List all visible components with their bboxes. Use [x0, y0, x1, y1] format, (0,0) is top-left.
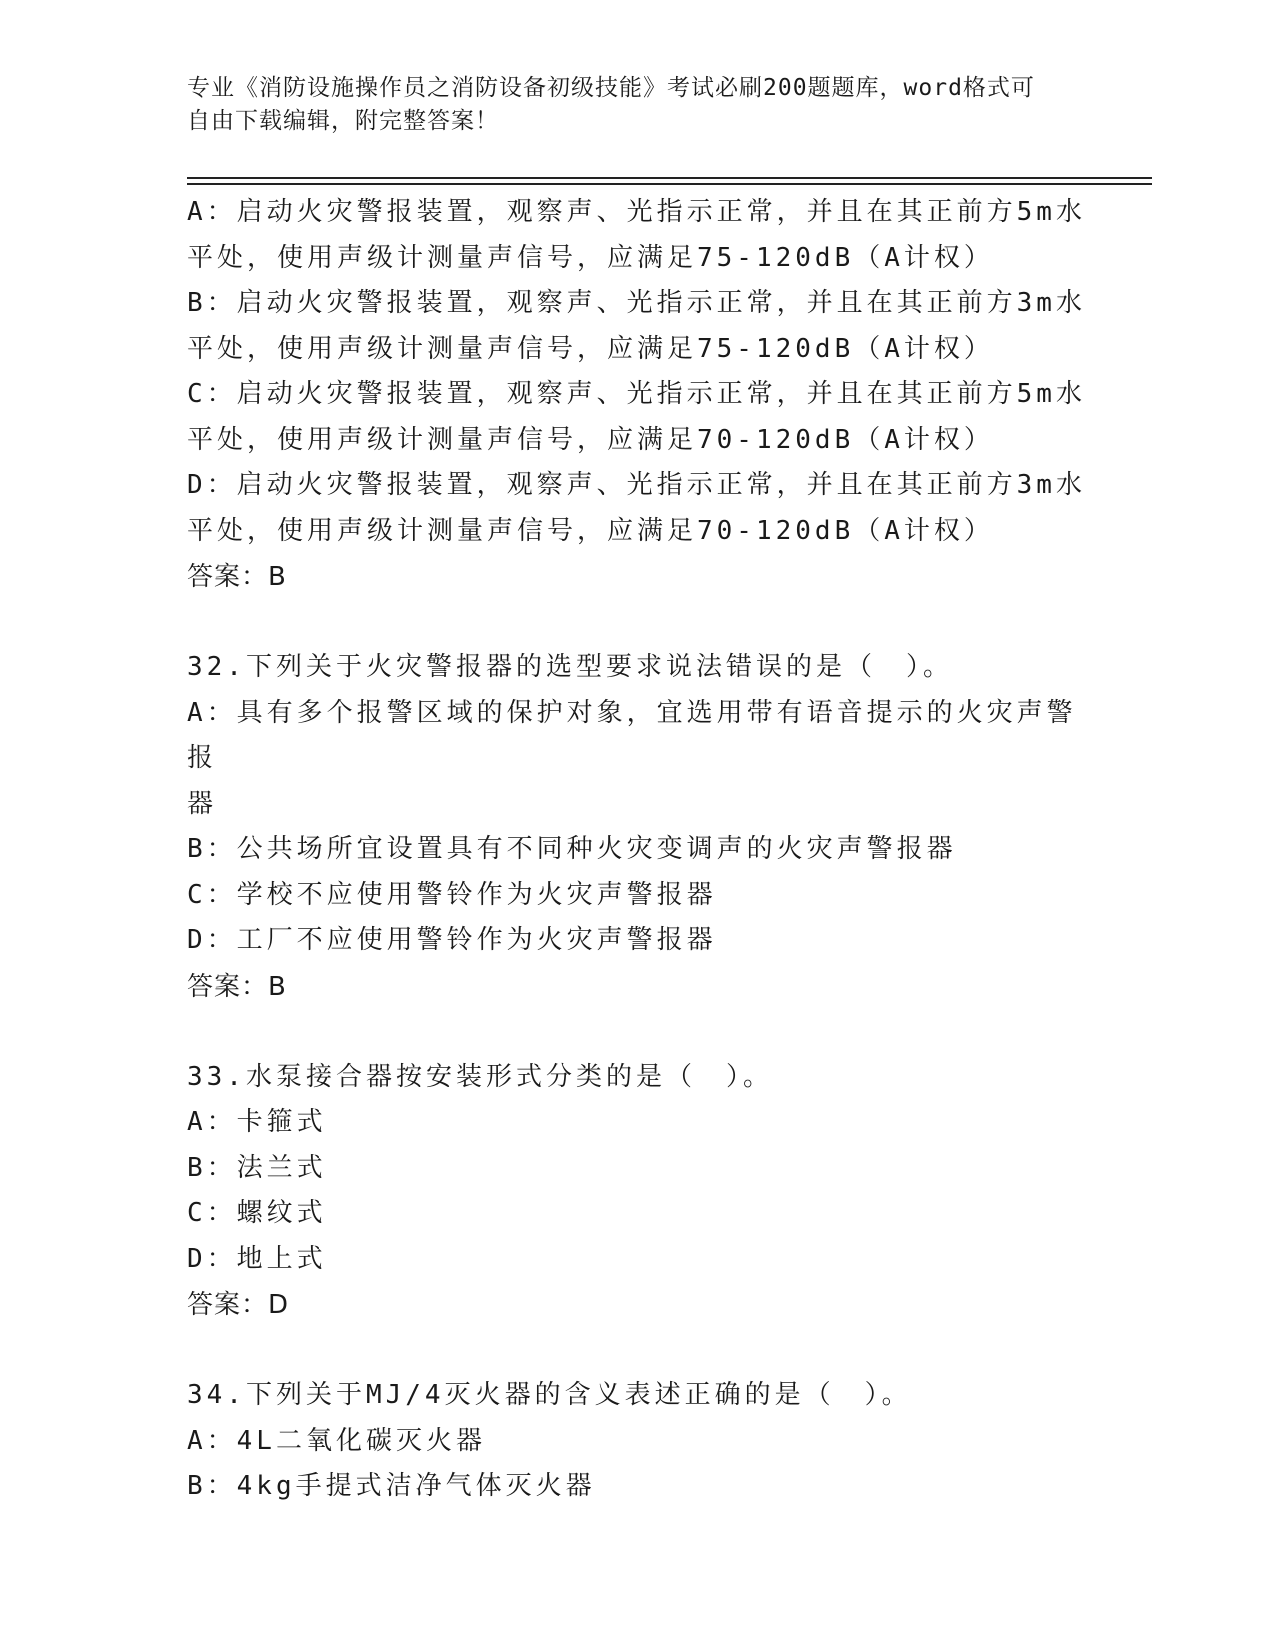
spacer [187, 1010, 1087, 1055]
header-line-1: 专业《消防设施操作员之消防设备初级技能》考试必刷200题题库，word格式可 [187, 75, 1035, 101]
q32-option-a-line2: 器 [187, 788, 218, 819]
q32-answer: 答案：B [187, 971, 287, 1002]
question-list [187, 190, 1087, 1510]
q34-option-a: A：4L二氧化碳灭火器 [187, 1425, 486, 1456]
q32-option-d: D：工厂不应使用警铃作为火灾声警报器 [187, 925, 717, 955]
q31-option-a-line1: A：启动火灾警报装置，观察声、光指示正常，并且在其正前方5m水 [187, 197, 1086, 227]
document-header [187, 72, 1067, 138]
q31-option-a-line2: 平处，使用声级计测量声信号，应满足75-120dB（A计权） [187, 242, 994, 273]
q33-option-b: B：法兰式 [187, 1152, 327, 1183]
q33-option-a: A：卡箍式 [187, 1107, 327, 1137]
q32-option-b: B：公共场所宜设置具有不同种火灾变调声的火灾声警报器 [187, 834, 957, 864]
q33-answer: 答案：D [187, 1290, 290, 1320]
question-32-block [187, 645, 1087, 1010]
q31-answer: 答案：B [187, 562, 287, 592]
q33-option-c: C：螺纹式 [187, 1198, 327, 1228]
q31-option-d-line2: 平处，使用声级计测量声信号，应满足70-120dB（A计权） [187, 515, 994, 546]
spacer [187, 1328, 1087, 1373]
question-31-block [187, 190, 1087, 600]
question-34-block [187, 1373, 1087, 1510]
question-33-block [187, 1055, 1087, 1329]
q31-option-b-line1: B：启动火灾警报装置，观察声、光指示正常，并且在其正前方3m水 [187, 288, 1086, 318]
header-rule-bottom [187, 183, 1152, 185]
q31-option-c-line2: 平处，使用声级计测量声信号，应满足70-120dB（A计权） [187, 424, 994, 455]
q32-question: 32.下列关于火灾警报器的选型要求说法错误的是（ ）。 [187, 652, 953, 682]
q33-option-d: D：地上式 [187, 1243, 327, 1274]
q34-question: 34.下列关于MJ/4灭火器的含义表述正确的是（ ）。 [187, 1380, 912, 1410]
spacer [187, 600, 1087, 645]
header-line-2: 自由下载编辑，附完整答案！ [187, 108, 499, 134]
header-rule-top [187, 177, 1152, 179]
q33-question: 33.水泵接合器按安装形式分类的是（ ）。 [187, 1061, 773, 1092]
q34-option-b: B：4kg手提式洁净气体灭火器 [187, 1471, 596, 1501]
q31-option-c-line1: C：启动火灾警报装置，观察声、光指示正常，并且在其正前方5m水 [187, 379, 1086, 409]
q31-option-b-line2: 平处，使用声级计测量声信号，应满足75-120dB（A计权） [187, 333, 994, 364]
q32-option-c: C：学校不应使用警铃作为火灾声警报器 [187, 879, 717, 910]
q31-option-d-line1: D：启动火灾警报装置，观察声、光指示正常，并且在其正前方3m水 [187, 470, 1086, 500]
q32-option-a-line1: A：具有多个报警区域的保护对象，宜选用带有语音提示的火灾声警报 [187, 697, 1077, 773]
